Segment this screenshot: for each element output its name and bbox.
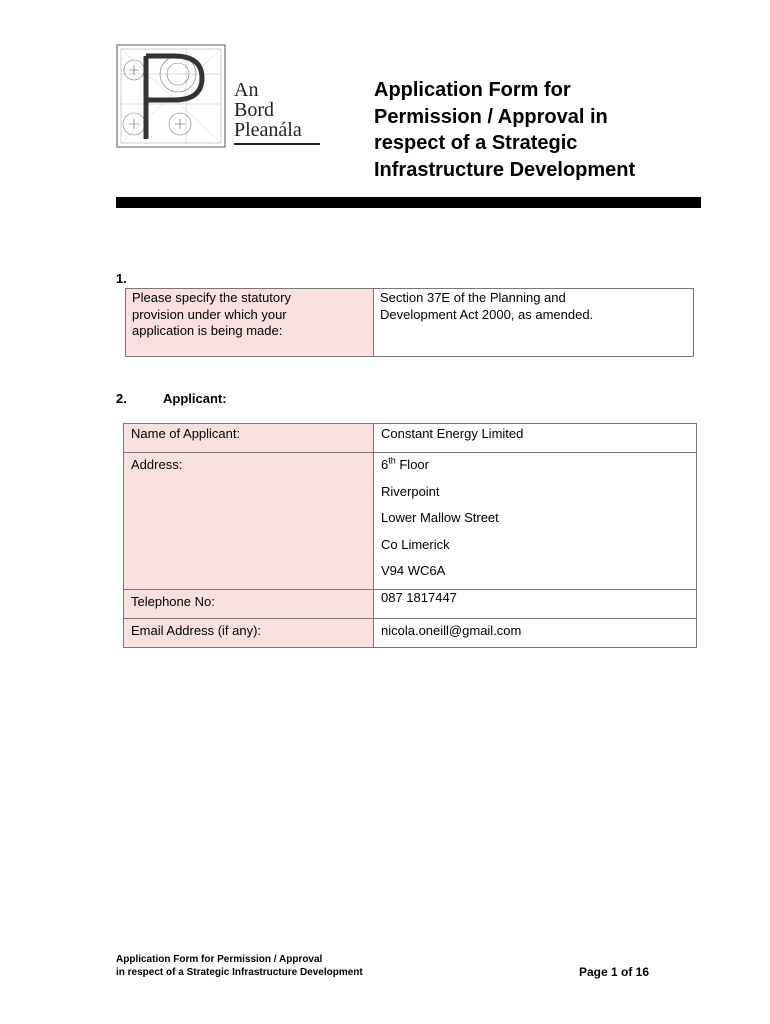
org-name-line: An xyxy=(234,79,259,101)
statutory-provision-value: Section 37E of the Planning and xyxy=(380,290,566,305)
statutory-provision-label-cell xyxy=(126,289,374,357)
statutory-provision-value-cell[interactable] xyxy=(374,289,694,357)
title-line: Application Form for xyxy=(374,79,571,101)
statutory-provision-table xyxy=(125,288,694,357)
address-label: Address: xyxy=(131,457,183,472)
applicant-table xyxy=(123,423,697,648)
address-line: 6th Floor xyxy=(381,455,429,472)
statutory-provision-label: Please specify the statutory xyxy=(132,290,291,305)
address-line: Co Limerick xyxy=(381,536,450,552)
table-row xyxy=(124,589,697,618)
address-line: V94 WC6A xyxy=(381,563,446,579)
email-value: nicola.oneill@gmail.com xyxy=(381,622,522,638)
email-field[interactable] xyxy=(374,618,697,647)
address-line: Lower Mallow Street xyxy=(381,510,499,526)
an-bord-pleanala-logo xyxy=(116,44,226,148)
email-label-cell xyxy=(124,618,374,647)
address-field[interactable] xyxy=(374,453,697,590)
org-name-line: Pleanála xyxy=(234,119,302,141)
address-label-cell xyxy=(124,453,374,590)
telephone-value: 087 1817447 xyxy=(381,589,457,605)
applicant-name-label-cell xyxy=(124,424,374,453)
statutory-provision-label: application is being made: xyxy=(132,323,283,338)
email-label: Email Address (if any): xyxy=(131,622,262,638)
applicant-name-field[interactable] xyxy=(374,424,697,453)
footer-line: in respect of a Strategic Infrastructure Development xyxy=(116,967,363,978)
title-line: Permission / Approval in xyxy=(374,105,608,128)
org-name-underline xyxy=(234,143,320,145)
table-row xyxy=(124,618,697,647)
page-number: Page 1 of 16 xyxy=(579,965,650,979)
statutory-provision-value: Development Act 2000, as amended. xyxy=(380,306,594,322)
title-line: respect of a Strategic xyxy=(374,132,578,154)
org-name-line: Bord xyxy=(234,99,274,121)
footer-document-title xyxy=(116,953,363,979)
document-title xyxy=(374,77,704,183)
telephone-label-cell xyxy=(124,589,374,618)
telephone-field[interactable] xyxy=(374,589,697,618)
statutory-provision-label: provision under which your xyxy=(132,306,287,322)
header-divider xyxy=(116,197,701,208)
applicant-name-label: Name of Applicant: xyxy=(131,426,241,441)
section-2-number: 2. xyxy=(116,391,127,406)
table-row xyxy=(124,424,697,453)
table-row xyxy=(124,453,697,590)
title-line: Infrastructure Development xyxy=(374,158,636,181)
address-line: Riverpoint xyxy=(381,483,440,499)
telephone-label: Telephone No: xyxy=(131,593,215,609)
footer-line: Application Form for Permission / Approval xyxy=(116,954,323,965)
organization-name xyxy=(234,80,302,140)
applicant-name-value: Constant Energy Limited xyxy=(381,426,524,441)
section-1-number: 1. xyxy=(116,271,127,286)
section-2-heading: Applicant: xyxy=(163,391,227,406)
